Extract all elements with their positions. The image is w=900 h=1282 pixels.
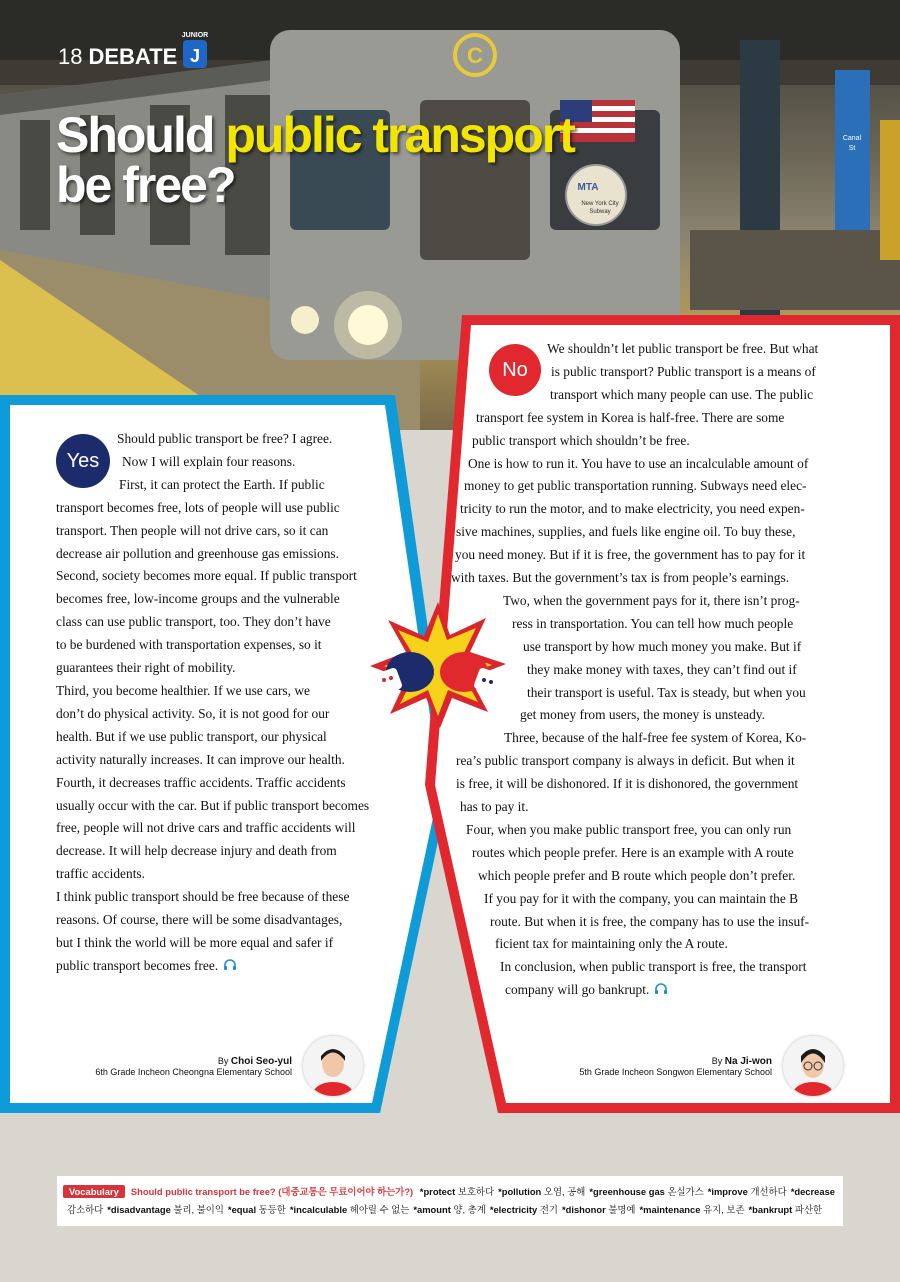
vocabulary-entry	[490, 1204, 558, 1215]
canal-st-sign: Canal	[842, 135, 862, 142]
yes-line: don’t do physical activity. So, it is not good for our	[56, 705, 330, 721]
no-line: transport which many people can use. The public	[550, 386, 814, 402]
vocabulary-question: Should public transport be free? (대중교통은 무료이어야 하는가?)	[130, 1186, 414, 1197]
no-line: is free, it will be dishonored. If it is dishonored, the government	[456, 776, 799, 792]
no-author-avatar	[783, 1036, 843, 1096]
yes-line: to be burdened with transportation expenses, so it	[56, 637, 322, 653]
yes-line: decrease air pollution and greenhouse gas emissions.	[56, 545, 339, 561]
no-line: transport fee system in Korea is half-free. There are some	[476, 409, 785, 425]
junior-logo-letter: J	[189, 46, 201, 66]
versus-boxing-gloves	[368, 600, 508, 730]
yes-line: transport. Then people will not drive cars, so it can	[56, 522, 329, 538]
yes-line: reasons. Of course, there will be some disadvantages,	[56, 912, 343, 928]
vocabulary-term: *incalculable	[289, 1204, 348, 1215]
yes-affiliation: 6th Grade Incheon Cheongna Elementary School	[95, 1067, 292, 1077]
page-header	[58, 44, 177, 70]
yes-line: activity naturally increases. It can improve our health.	[56, 751, 345, 767]
junior-logo	[178, 28, 212, 72]
yes-author-avatar	[303, 1036, 363, 1096]
yes-line: class can use public transport, too. They don’t have	[56, 614, 331, 630]
no-by-prefix: By	[711, 1056, 723, 1066]
no-line: rea’s public transport company is always in deficit. But when it	[456, 753, 795, 769]
vocabulary-meaning: 유지, 보존	[700, 1204, 745, 1215]
headphones-icon	[223, 959, 237, 971]
vocabulary-entry	[420, 1186, 494, 1197]
no-line: Two, when the government pays for it, there isn’t prog-	[503, 592, 800, 608]
yes-argument	[56, 428, 369, 978]
yes-badge: Yes	[56, 434, 110, 488]
no-line: We shouldn’t let public transport be free. But what	[547, 341, 819, 356]
canal-st-sign-2: St	[848, 145, 856, 152]
yes-line: Third, you become healthier. If we use cars, we	[56, 682, 310, 698]
no-line: which people prefer and B route which people don’t prefer.	[478, 867, 796, 883]
section-label: DEBATE	[88, 44, 178, 69]
no-line: public transport which shouldn’t be free.	[472, 432, 690, 448]
vocabulary-row-1	[63, 1184, 835, 1200]
no-byline	[579, 1056, 772, 1078]
vocabulary-entry	[749, 1204, 823, 1215]
no-badge: No	[489, 344, 541, 396]
no-line: sive machines, supplies, and fuels like engine oil. To buy these,	[456, 524, 796, 540]
title-highlight: public transport	[225, 107, 574, 163]
no-line: tricity to run the motor, and to make electricity, you need expen-	[460, 501, 805, 517]
no-line: has to pay it.	[460, 799, 529, 814]
vocabulary-entry	[228, 1204, 286, 1215]
vocabulary-term: *decrease	[790, 1186, 835, 1197]
vocabulary-meaning: 파산한	[792, 1204, 823, 1215]
yes-line: Now I will explain four reasons.	[122, 453, 296, 469]
page-title	[56, 107, 574, 213]
no-line: use transport by how much money you make. But if	[523, 638, 802, 654]
no-author: Na Ji-won	[724, 1056, 772, 1067]
vocabulary-row-2	[63, 1202, 822, 1218]
yes-line: becomes free, low-income groups and the vulnerable	[56, 591, 340, 607]
vocabulary-meaning: 전기	[537, 1204, 558, 1215]
vocabulary-meaning: 헤아릴 수 없는	[347, 1204, 410, 1215]
no-line: ficient tax for maintaining only the A route.	[495, 936, 728, 952]
vocabulary-entry	[413, 1204, 485, 1215]
vocabulary-term: *maintenance	[639, 1204, 701, 1215]
vocabulary-term: *dishonor	[561, 1204, 606, 1215]
vocabulary-term: *electricity	[489, 1204, 538, 1215]
vocabulary-term: *equal	[227, 1204, 257, 1215]
yes-line: Should public transport be free? I agree.	[117, 431, 333, 446]
no-line: with taxes. But the government’s tax is from people’s earnings.	[451, 570, 790, 585]
yes-line: Fourth, it decreases traffic accidents. Traffic accidents	[56, 774, 346, 790]
yes-line: Second, society becomes more equal. If public transport	[56, 568, 357, 584]
yes-byline	[95, 1056, 292, 1078]
no-line: If you pay for it with the company, you can maintain the B	[484, 890, 799, 906]
no-line: is public transport? Public transport is a means of	[551, 363, 816, 379]
no-line: In conclusion, when public transport is free, the transport	[500, 959, 807, 975]
vocabulary-entry	[708, 1186, 787, 1197]
title-plain: Should	[56, 107, 226, 163]
vocabulary-term: *bankrupt	[748, 1204, 793, 1215]
vocabulary-entry	[589, 1186, 703, 1197]
vocabulary-entry	[562, 1204, 636, 1215]
yes-line: health. But if we use public transport, our physical	[56, 728, 327, 744]
no-line: Four, when you make public transport free, you can only run	[466, 821, 792, 837]
mta-subway-text: Subway	[589, 209, 611, 215]
vocabulary-entry	[498, 1186, 585, 1197]
vocabulary-meaning: 동등한	[256, 1204, 286, 1215]
vocabulary-entry	[640, 1204, 745, 1215]
vocabulary-meaning: 양, 총계	[450, 1204, 486, 1215]
vocabulary-term: *pollution	[498, 1186, 542, 1197]
vocabulary-meaning: 온실가스	[664, 1186, 704, 1197]
vocabulary-term: *disadvantage	[107, 1204, 171, 1215]
vocabulary-meaning: 개선하다	[747, 1186, 787, 1197]
yes-author: Choi Seo-yul	[230, 1056, 292, 1067]
vocabulary-entry	[290, 1204, 409, 1215]
yes-by-prefix: By	[217, 1056, 229, 1066]
yes-line: traffic accidents.	[56, 866, 145, 882]
vocabulary-meaning: 오염, 공해	[541, 1186, 586, 1197]
no-line: money to get public transportation running. Subways need elec-	[464, 478, 807, 494]
vocabulary-box	[57, 1176, 843, 1226]
vocabulary-meaning: 불명예	[605, 1204, 636, 1215]
yes-line: guarantees their right of mobility.	[56, 660, 236, 676]
vocabulary-entry	[791, 1186, 835, 1197]
no-line: Three, because of the half-free fee system of Korea, Ko-	[504, 730, 807, 746]
no-affiliation: 5th Grade Incheon Songwon Elementary School	[579, 1067, 772, 1077]
yes-line: decrease. It will help decrease injury and death from	[56, 843, 337, 859]
no-line: you need money. But if it is free, the government has to pay for it	[455, 547, 806, 563]
no-line: routes which people prefer. Here is an example with A route	[472, 844, 794, 860]
vocabulary-meaning: 보호하다	[455, 1186, 495, 1197]
vocabulary-term: *protect	[419, 1186, 456, 1197]
no-line: their transport is useful. Tax is steady, but when you	[527, 684, 806, 700]
vocabulary-term: *amount	[413, 1204, 451, 1215]
yes-line: public transport becomes free.	[56, 955, 369, 978]
yes-line: but I think the world will be more equal and safer if	[56, 934, 334, 950]
mta-city-text: New York City	[581, 201, 619, 207]
page-number: 18	[58, 44, 83, 69]
line-c-sign: C	[467, 43, 483, 68]
no-line: they make money with taxes, they can’t find out if	[527, 661, 797, 677]
vocabulary-term: *improve	[707, 1186, 748, 1197]
vocabulary-label: Vocabulary	[63, 1185, 125, 1198]
vocabulary-meaning: 감소하다	[67, 1204, 104, 1215]
no-line: get money from users, the money is unsteady.	[520, 707, 765, 723]
vocabulary-term: *greenhouse gas	[589, 1186, 665, 1197]
no-line: ress in transportation. You can tell how much people	[512, 615, 794, 631]
vocabulary-meaning: 불리, 불이익	[170, 1204, 224, 1215]
yes-line: usually occur with the car. But if public transport becomes	[56, 797, 370, 813]
yes-avatar-illustration	[303, 1036, 363, 1096]
title-line2: be free?	[56, 157, 235, 213]
mta-logo-text: MTA	[577, 182, 599, 193]
yes-line: free, people will not drive cars and traffic accidents will	[56, 820, 356, 836]
no-line: One is how to run it. You have to use an incalculable amount of	[468, 455, 809, 471]
no-line: company will go bankrupt.	[505, 979, 668, 1002]
yes-line: I think public transport should be free because of these	[56, 889, 350, 905]
yes-line: First, it can protect the Earth. If public	[119, 476, 325, 492]
vocabulary-entry	[107, 1204, 224, 1215]
yes-line: transport becomes free, lots of people will use public	[56, 499, 340, 515]
no-line: route. But when it is free, the company has to use the insuf-	[490, 913, 810, 929]
no-avatar-illustration	[783, 1036, 843, 1096]
junior-logo-text: JUNIOR	[181, 32, 209, 39]
vocabulary-entry	[67, 1204, 103, 1215]
headphones-icon	[654, 983, 668, 995]
